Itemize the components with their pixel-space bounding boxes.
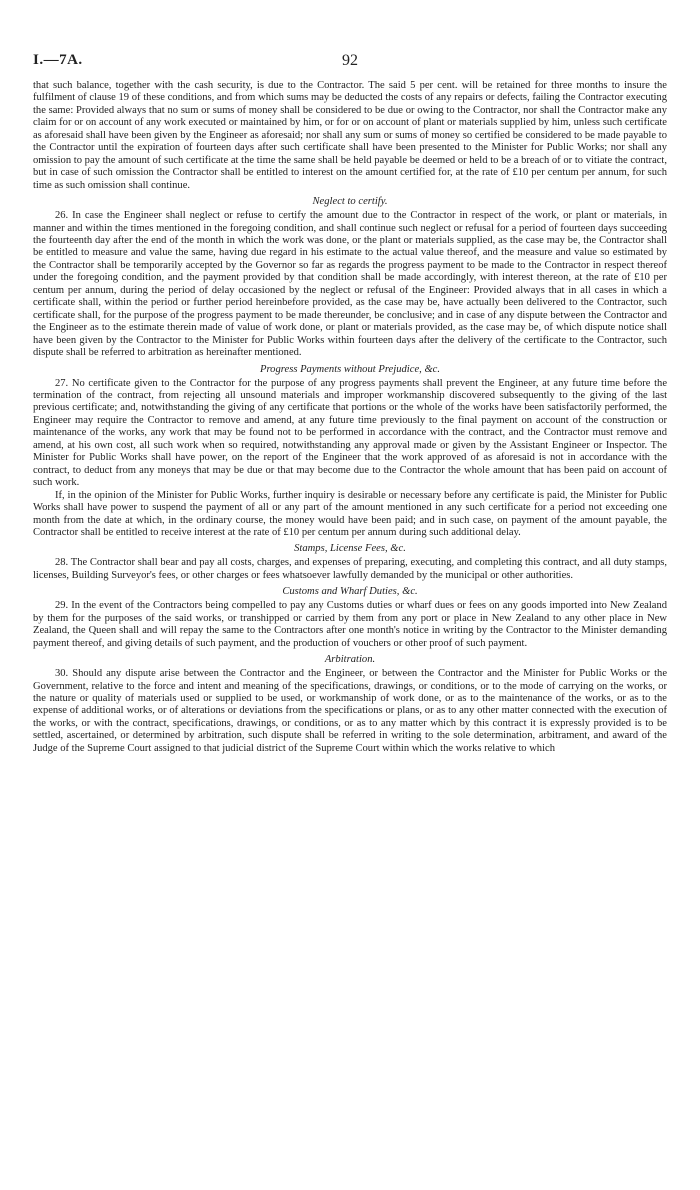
clause-29-number: 29. <box>55 600 69 612</box>
continuation-paragraph: that such balance, together with the cash security, is due to the Contractor. The said 5 per cent. will be retained for three months to insure the fulfilment of clause 19 of these conditions, and from which sums may be deducted the costs of any repairs or defects, failing the Contractor executing the same: Provided always that no sum or sums of money shall be considered to be due or owing to the Contractor, nor shall the Contractor make any claim for or on account of any work executed or maintained by him, or for or on account of plant or materials supplied by him, unless such certificate as aforesaid shall have been given by the Engineer as aforesaid; nor shall any sum or sums of money so certified be considered to be made payable to the Contractor until the expiration of fourteen days after such certificate shall have been presented to the Minister for Public Works; nor shall any omission to pay the amount of such certificate at the time the same shall be held payable be deemed or held to be a breach of or to vitiate the contract, but in case of such omission the Contractor shall be entitled to interest on the amount certified for, at the rate of £10 per centum per annum, for such time as such omission shall continue. <box>33 80 667 191</box>
section-heading-neglect-to-certify: Neglect to certify. <box>312 196 388 208</box>
clause-26 <box>33 210 667 359</box>
clause-30-text: Should any dispute arise between the Contractor and the Engineer, or between the Contractor and the Minister for Public Works or the Government, relative to the force and intent and meaning of the specifications, drawings, or conditions, or to the mode of carrying on the works, or the nature or quality of materials used or supplied to be used, or workmanship of work done, or as to the maintenance of the works, or as to the expense of additional works, or of alterations or deviations from the specifications or plans, or as to any other matter connected with the execution of the works, or with the contract, specifications, drawings, or conditions, or as to any matter which by this contract it is expressly provided is to be settled, ascertained, or determined by arbitration, such dispute shall be referred in writing to the sole determination, arbitrament, and award of the Judge of the Supreme Court assigned to that judicial district of the Supreme Court within which the works relative to which <box>33 668 668 754</box>
clause-30 <box>33 668 667 755</box>
clause-27 <box>33 378 667 490</box>
clause-30-number: 30. <box>55 668 69 680</box>
clause-26-number: 26. <box>55 210 69 222</box>
section-heading-stamps-license-fees: Stamps, License Fees, &c. <box>294 543 406 555</box>
clause-29-text: In the event of the Contractors being compelled to pay any Customs duties or wharf dues or fees on any goods imported into New Zealand by them for the purposes of the said works, or transhipped or carried by them from any port or place in New Zealand to any other place in New Zealand, the Queen shall and will repay the same to the Contractors after one month's notice in writing by the Contractor to the Minister demanding payment thereof, and giving details of such payment, and the production of vouchers or other proof of such payment. <box>33 600 668 649</box>
section-heading-customs-wharf-duties: Customs and Wharf Duties, &c. <box>282 586 418 598</box>
clause-27-number: 27. <box>55 377 69 389</box>
clause-27-text: No certificate given to the Contractor for the purpose of any progress payments shall prevent the Engineer, at any future time before the termination of the contract, from rejecting all unsound materials and improper workmanship discovered subsequently to the giving of the last previous certificate; and, notwithstanding the giving of any certificate that portions or the whole of the works have been satisfactorily performed, the Engineer may require the Contractor to remove and amend, at any future time previously to the final payment on account of the construction or maintenance of the works, any work that may be found not to be performed in accordance with the contract, and the Contractor must remove and amend, at his own cost, all such work when so required, notwithstanding any approval made or given by the Assistant Engineer or Inspector. The Minister for Public Works shall have power, on the report of the Engineer that the work approved of as aforesaid is not in accordance with the contract, to deduct from any moneys that may be due or that may become due to the Contractor the whole amount that has been paid on account of such work. <box>33 377 668 489</box>
clause-28-text: The Contractor shall bear and pay all costs, charges, and expenses of preparing, executing, and completing this contract, and all duty stamps, licenses, Building Surveyor's fees, or other charges or fees whatsoever lawfully demanded by the municipal or other authorities. <box>33 557 668 581</box>
section-heading-progress-payments: Progress Payments without Prejudice, &c. <box>259 363 441 375</box>
clause-28-number: 28. <box>55 557 69 569</box>
section-heading-arbitration: Arbitration. <box>324 654 376 666</box>
clause-28 <box>33 557 667 582</box>
clause-26-text: In case the Engineer shall neglect or refuse to certify the amount due to the Contractor in respect of the work, or plant or materials, in manner and within the times mentioned in the foregoing condition, and shall continue such neglect or refusal for a period of fourteen days succeeding the fourteenth day after the end of the month in which the work was done, or the plant or materials supplied, as the case may be, the Contractor shall be entitled to measure and value the same, having due regard in his estimate to the actual value thereof, and the measure and value so estimated by the Contractor shall be temporarily accepted by the Governor so far as regards the progress payment to be made to the Contractor in respect thereof under the foregoing condition, and the payment provided by that condition shall be made accordingly, with interest thereon, at the rate of £10 per centum per annum, during the period of delay occasioned by the neglect or refusal of the Engineer: Provided always that in all cases in which a certificate shall, within the period or further period hereinbefore provided, as the case may be, have actually been delivered to the Contractor, such certificate shall, for the purpose of the progress payment to be made thereunder, be conclusive; and in case of any dispute between the Contractor and the Engineer as to the estimate therein made of value of work done, or plant or materials provided, as the case may be, of which dispute notice shall have been given by the Contractor to the Minister for Public Works within fourteen days after the delivery of the certificate to the Contractor, such dispute shall be referred to arbitration as hereinafter mentioned. <box>33 210 667 359</box>
document-reference: I.—7A. <box>33 52 83 68</box>
clause-27-paragraph-2: If, in the opinion of the Minister for Public Works, further inquiry is desirable or necessary before any certificate is paid, the Minister for Public Works shall have power to suspend the payment of all or any part of the amount mentioned in any such certificate for a period not exceeding one month from the date at which, in the ordinary course, the money would have been paid; and in such case, on payment of the amount payable, the Contractor shall be entitled to receive interest at the rate of £10 per centum per annum during such additional delay. <box>33 489 667 538</box>
page-number: 92 <box>342 52 358 69</box>
document-page <box>33 52 667 755</box>
page-header <box>33 52 667 74</box>
clause-29 <box>33 600 667 650</box>
